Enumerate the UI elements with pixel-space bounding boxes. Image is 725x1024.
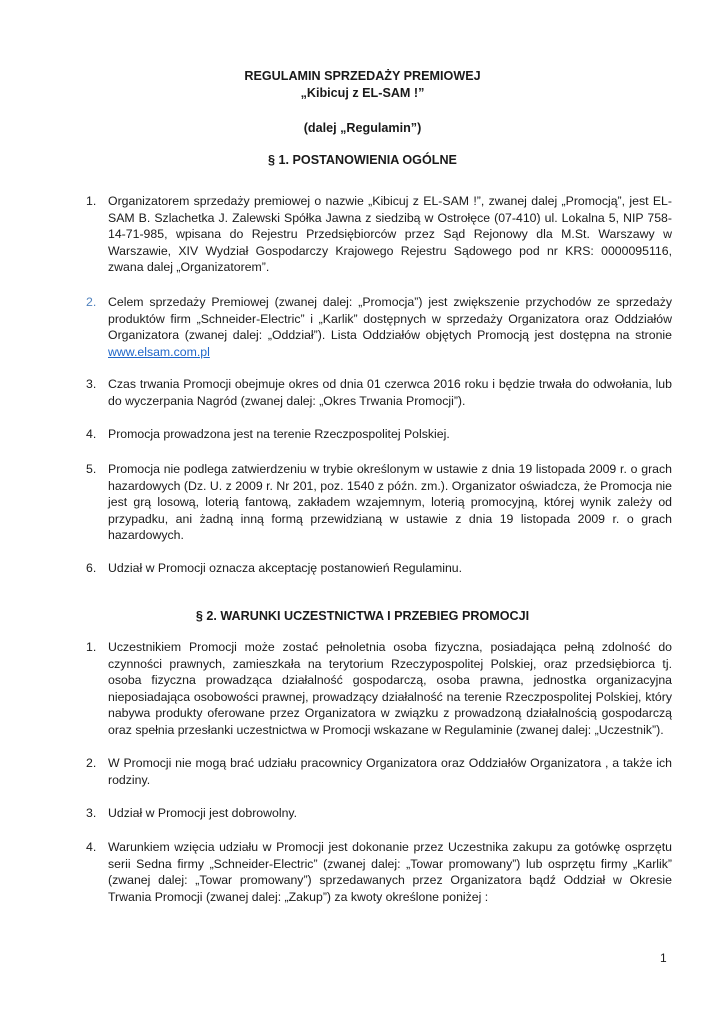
s1-item-4-number: 4. <box>86 427 97 441</box>
s1-item-6-text: Udział w Promocji oznacza akceptację postanowień Regulaminu. <box>108 561 463 575</box>
section-1-heading: § 1. POSTANOWIENIA OGÓLNE <box>268 153 457 167</box>
s2-item-4-number: 4. <box>86 840 97 854</box>
s2-item-2-text: W Promocji nie mogą brać udziału pracownicy Organizatora oraz Oddziałów Organizatora , a także ich rodziny. <box>108 756 672 787</box>
s1-item-1-number: 1. <box>86 194 97 208</box>
website-link[interactable]: www.elsam.com.pl <box>108 344 210 359</box>
s1-item-2-text: Celem sprzedaży Premiowej (zwanej dalej: „Promocja”) jest zwiększenie przychodów ze sprzedaży produktów firm „Schneider-Electric” i „Karlik” dostępnych w sprzedaży Organizatora oraz Oddziałów Organizatora (zwanej dalej: „Oddział”). Lista Oddziałów objętych Promocją jest dostępna na stronie <box>108 295 672 342</box>
s1-item-5-text: Promocja nie podlega zatwierdzeniu w trybie określonym w ustawie z dnia 19 listopada 2009 r. o grach hazardowych (Dz. U. z 2009 r. Nr 201, poz. 1540 z późn. zm.). Organizator oświadcza, że Promocja nie jest grą losową, loterią fantową, zakładem wzajemnym, loterią promocyjną, której wynik zależy od przypadku, ani żadną inną formą przewidzianą w ustawie z dnia 19 listopada 2009 r. o grach hazardowych. <box>108 462 672 542</box>
s2-item-1-text: Uczestnikiem Promocji może zostać pełnoletnia osoba fizyczna, posiadająca pełną zdolność do czynności prawnych, zamieszkała na terytorium Rzeczypospolitej Polskiej, oraz przedsiębiorca tj. osoba fizyczna prowadząca działalność gospodarczą, osoba prawna, jednostka organizacyjna nieposiadająca osobowości prawnej, prowadzący działalność na terenie Rzeczpospolitej Polskiej, który nabywa produkty oferowane przez Organizatora w związku z prowadzoną działalnością gospodarczą oraz spełnia przesłanki uczestnictwa w Promocji wskazane w Regulaminie (zwanej dalej: „Uczestnik”). <box>108 640 672 737</box>
s1-item-2-paragraph <box>108 294 672 360</box>
s1-item-2-number: 2. <box>86 295 97 309</box>
s1-item-4-text: Promocja prowadzona jest na terenie Rzeczpospolitej Polskiej. <box>108 427 450 441</box>
s1-item-3-number: 3. <box>86 377 97 391</box>
s2-item-2-number: 2. <box>86 756 97 770</box>
s2-item-3-number: 3. <box>86 806 97 820</box>
s2-item-4-text: Warunkiem wzięcia udziału w Promocji jest dokonanie przez Uczestnika zakupu za gotówkę osprzętu serii Sedna firmy „Schneider-Electric” (zwanej dalej: „Towar promowany”) lub osprzętu firmy „Karlik” (zwanej dalej: „Towar promowany”) sprzedawanych przez Organizatora bądź Oddział w Okresie Trwania Promocji (zwanej dalej: „Zakup”) za kwoty określone poniżej : <box>108 840 672 904</box>
document-subtitle: (dalej „Regulamin”) <box>303 121 422 135</box>
document-title: REGULAMIN SPRZEDAŻY PREMIOWEJ <box>244 69 481 83</box>
s2-item-3-text: Udział w Promocji jest dobrowolny. <box>108 806 298 820</box>
s1-item-6-number: 6. <box>86 561 97 575</box>
s2-item-1-number: 1. <box>86 640 97 654</box>
page-number: 1 <box>660 951 667 965</box>
s1-item-3-text: Czas trwania Promocji obejmuje okres od dnia 01 czerwca 2016 roku i będzie trwała do odwołania, lub do wyczerpania Nagród (zwanej dalej: „Okres Trwania Promocji”). <box>108 377 672 408</box>
promotion-name: „Kibicuj z EL-SAM !” <box>300 86 425 100</box>
section-2-heading: § 2. WARUNKI UCZESTNICTWA I PRZEBIEG PROMOCJI <box>195 609 530 623</box>
s1-item-1-text: Organizatorem sprzedaży premiowej o nazwie „Kibicuj z EL-SAM !”, zwanej dalej „Promocją”, jest EL-SAM B. Szlachetka J. Zalewski Spółka Jawna z siedzibą w Ostrołęce (07-410) ul. Lokalna 5, NIP 758-14-71-985, wpisana do Rejestru Przedsiębiorców przez Sąd Rejonowy dla M.St. Warszawy w Warszawie, XIV Wydział Gospodarczy Krajowego Rejestru Sądowego pod nr KRS: 0000095116, zwana dalej „Organizatorem”. <box>108 194 672 274</box>
s1-item-5-number: 5. <box>86 462 97 476</box>
